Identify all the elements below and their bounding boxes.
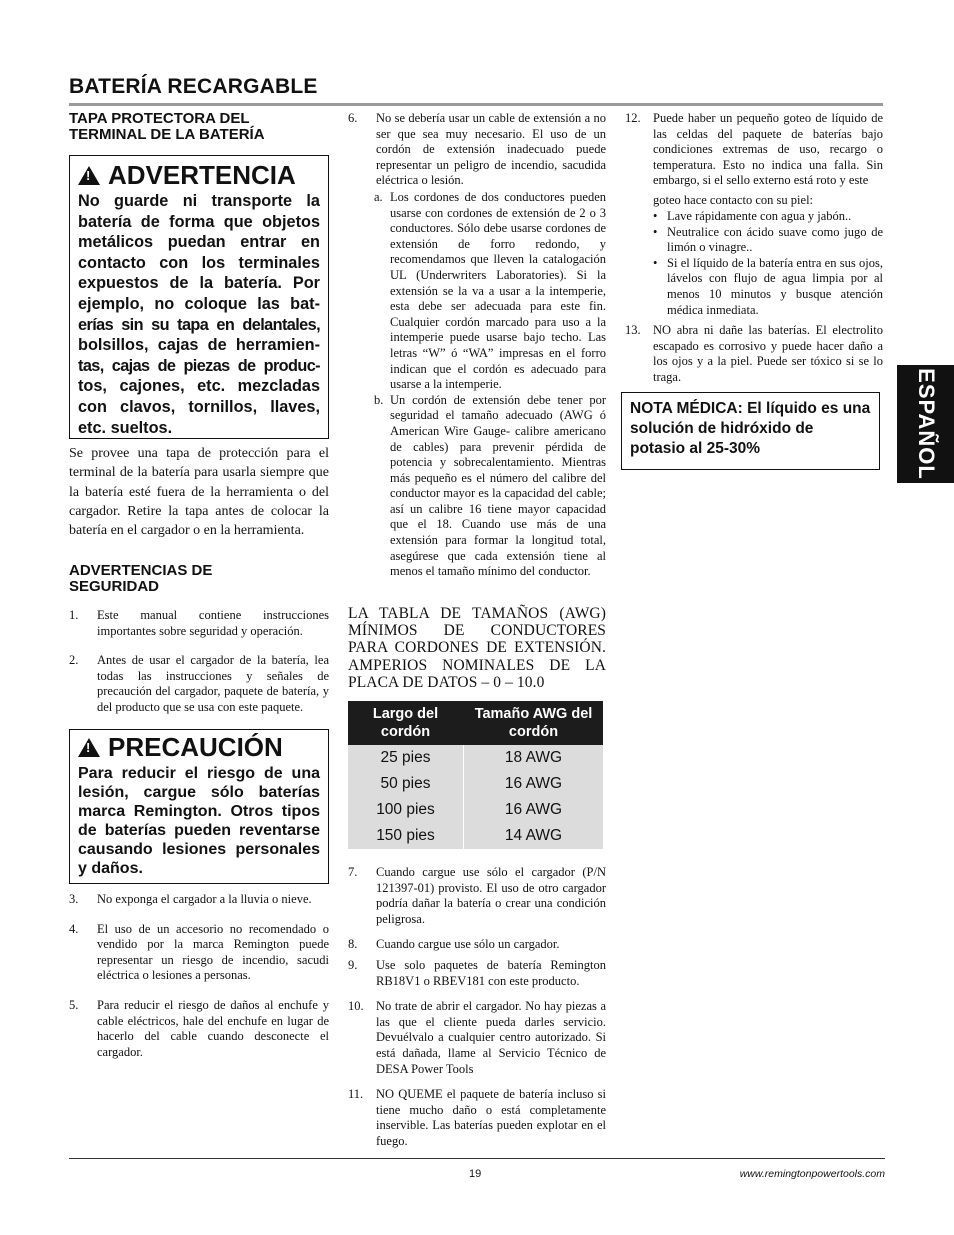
table-caption: LA TABLA DE TAMAÑOS (AWG) MÍNIMOS DE CONDUCTORES PARA CORDONES DE EXTENSIÓN. AMPERIOS NOMINALES DE LA PLACA DE DATOS – 0 – 10.0 bbox=[348, 605, 606, 691]
list-item: 11. NO QUEME el paquete de batería incluso si tiene mucho daño o está completamente inservible. Las baterías pueden explotar en el fuego. bbox=[348, 1087, 606, 1148]
item12-continuation: goteo hace contacto con su piel: bbox=[653, 193, 814, 207]
caution-title: PRECAUCIÓN bbox=[108, 732, 283, 762]
caution-text: Para reducir el riesgo de una lesión, cargue sólo baterías marca Remington. Otros tipos de baterías pueden reventarse causando lesiones personales y daños. bbox=[78, 765, 320, 877]
table-row bbox=[348, 745, 603, 771]
title-divider bbox=[69, 103, 883, 106]
list-item: 5. Para reducir el riesgo de daños al enchufe y cable eléctricos, hale del enchufe en lugar de hacerlo del cable cuando desconecte el cargador. bbox=[69, 997, 329, 1059]
table-cell: 100 pies bbox=[348, 797, 464, 823]
warning-line: etc. sueltos. bbox=[78, 418, 173, 437]
medical-note-text: NOTA MÉDICA: El líquido es una solución de hidróxido de potasio al 25-30% bbox=[630, 400, 871, 457]
warning-line: expuestos de la batería. Por bbox=[78, 274, 320, 293]
table-cell: 18 AWG bbox=[464, 745, 604, 771]
warning-text bbox=[78, 191, 320, 438]
warning-title: ADVERTENCIA bbox=[108, 160, 296, 190]
warning-line: batería de forma que objetos bbox=[78, 212, 320, 231]
language-tab-label: ESPAÑOL bbox=[913, 368, 939, 480]
list-item: 13. NO abra ni dañe las baterías. El electrolito escapado es corrosivo y puede hacer daño a los ojos y a la piel. Puede ser tóxico si se lo traga. bbox=[625, 323, 883, 384]
table-header-cell: Largo del cordón bbox=[348, 701, 464, 745]
table-cell: 14 AWG bbox=[464, 823, 604, 849]
safety-list-b bbox=[69, 892, 329, 1060]
list-item: 1. Este manual contiene instrucciones importantes sobre seguridad y operación. bbox=[69, 608, 329, 638]
caution-triangle-icon bbox=[78, 738, 100, 757]
section-heading-terminal-cap: TAPA PROTECTORA DEL TERMINAL DE LA BATERÍA bbox=[69, 110, 265, 143]
table-cell: 16 AWG bbox=[464, 797, 604, 823]
caution-header bbox=[78, 732, 320, 762]
warning-line: bolsillos, cajas de herramien- bbox=[78, 336, 320, 355]
language-side-tab bbox=[897, 365, 954, 483]
warning-line: erías sin su tapa en delantales, bbox=[78, 315, 320, 334]
awg-table bbox=[348, 701, 603, 849]
list-item: a. Los cordones de dos conductores pueden usarse con cordones de extensión de 2 o 3 conductores. Sólo debe usarse cordones de extensión de forro redondo, y recomendamos que lleven la catalogación UL (Underwriters Laboratories). Si la extensión se la va a usar a la intemperie, esta debe ser adecuada para este fin. Cualquier cordón marcado para uso a la intemperie puede usarse bajo techo. Las letras “W” ó “WA” impresas en el forro indican que el cordón es adecuado para usarse a la intemperie. bbox=[374, 190, 606, 392]
caution-box bbox=[69, 729, 329, 884]
bullet-icon: • bbox=[653, 209, 658, 223]
warning-box bbox=[69, 155, 329, 439]
table-cell: 150 pies bbox=[348, 823, 464, 849]
skin-contact-bullets bbox=[653, 209, 883, 318]
table-cell: 16 AWG bbox=[464, 771, 604, 797]
table-row bbox=[348, 771, 603, 797]
list-item: 2. Antes de usar el cargador de la batería, lea todas las instrucciones y señales de precaución del cargador, paquete de batería, y del producto que se usa con este paquete. bbox=[69, 653, 329, 714]
list-item: 9. Use solo paquetes de batería Remington RB18V1 o RBEV181 con este producto. bbox=[348, 957, 606, 988]
table-header-row bbox=[348, 701, 603, 745]
footer-divider bbox=[69, 1158, 885, 1159]
section-heading-safety: ADVERTENCIAS DE SEGURIDAD bbox=[69, 562, 213, 595]
list-item: 12. Puede haber un pequeño goteo de líquido de las celdas del paquete de baterías bajo condiciones extremas de uso, recargo o temperatura. Esto no indica una falla. Sin embargo, si el sello externo está roto y este bbox=[625, 111, 883, 188]
safety-list-a bbox=[69, 608, 329, 716]
table-cell: 50 pies bbox=[348, 771, 464, 797]
bullet-icon: • bbox=[653, 224, 658, 239]
bullet-item: • Neutralice con ácido suave como jugo de limón o vinagre.. bbox=[653, 224, 883, 255]
safety-list-item12 bbox=[625, 111, 883, 189]
list-item: 3. No exponga el cargador a la lluvia o nieve. bbox=[69, 892, 312, 906]
page-number: 19 bbox=[469, 1168, 482, 1180]
warning-line: No guarde ni transporte la bbox=[78, 192, 320, 210]
warning-triangle-icon bbox=[78, 166, 100, 185]
table-cell: 25 pies bbox=[348, 745, 464, 771]
medical-note-box bbox=[621, 392, 880, 470]
footer-url: www.remingtonpowertools.com bbox=[739, 1168, 885, 1180]
table-row bbox=[348, 797, 603, 823]
table-row bbox=[348, 823, 603, 849]
warning-line: con clavos, tornillos, llaves, bbox=[78, 397, 320, 416]
safety-list-item13 bbox=[625, 323, 883, 385]
list-item: 6. No se debería usar un cable de extensión a no ser que sea muy necesario. El uso de un cordón de extensión inadecuado puede representar un peligro de incendio, sacudida eléctrica o lesión. bbox=[348, 111, 606, 188]
warning-line: ejemplo, no coloque las bat- bbox=[78, 294, 320, 313]
warning-line: metálicos puedan entrar en bbox=[78, 233, 320, 252]
bullet-item: • Lave rápidamente con agua y jabón.. bbox=[653, 209, 852, 223]
warning-line: tas, cajas de piezas de produc- bbox=[78, 356, 320, 375]
list-item: 8. Cuando cargue use sólo un cargador. bbox=[348, 937, 560, 952]
list-item: 4. El uso de un accesorio no recomendado o vendido por la marca Remington puede representar un riesgo de incendio, sacudi eléctrica o lesiones a personas. bbox=[69, 921, 329, 983]
warning-header bbox=[78, 160, 320, 190]
list-item: 10. No trate de abrir el cargador. No hay piezas a las que el cliente pueda darles servicio. Devuélvalo a cualquier centro autorizado. Si está dañada, llame al Servicio Técnico de DESA Power Tools bbox=[348, 999, 606, 1076]
bullet-item: • Si el líquido de la batería entra en sus ojos, lávelos con flujo de agua limpia por al menos 10 minutos y busque atención médica inmediata. bbox=[653, 255, 883, 317]
list-item: 7. Cuando cargue use sólo el cargador (P/N 121397-01) provisto. El uso de otro cargador podría dañar la batería o crear una condición peligrosa. bbox=[348, 865, 606, 926]
bullet-icon: • bbox=[653, 255, 658, 270]
terminal-cap-paragraph: Se provee una tapa de protección para el terminal de la batería para usarla siempre que la batería esté fuera de la herramienta o del cargador. Retire la tapa antes de colocar la batería en el cargador o en la herramienta. bbox=[69, 446, 329, 539]
list-item: b. Un cordón de extensión debe tener por seguridad el tamaño adecuado (AWG ó American Wire Gauge- calibre americano de cables) para prevenir pérdida de potencia y sobrecalentamiento. Mientras más pequeño es el número del calibre del conductor mayor es la capacidad del cable; así un calibre 16 tiene mayor capacidad que el 18. Cuando use más de una extensión para formar la longitud total, asegúrese que cada extensión tiene al menos el tamaño mínimo del conductor. bbox=[374, 392, 606, 579]
table-header-cell: Tamaño AWG del cordón bbox=[464, 701, 604, 745]
page-title: BATERÍA RECARGABLE bbox=[69, 75, 318, 98]
warning-line: contacto con los terminales bbox=[78, 253, 320, 272]
safety-list-c bbox=[348, 865, 606, 1150]
safety-list-item6 bbox=[348, 111, 606, 189]
warning-line: tos, cajones, etc. mezcladas bbox=[78, 377, 320, 396]
safety-sublist-item6 bbox=[374, 190, 606, 580]
